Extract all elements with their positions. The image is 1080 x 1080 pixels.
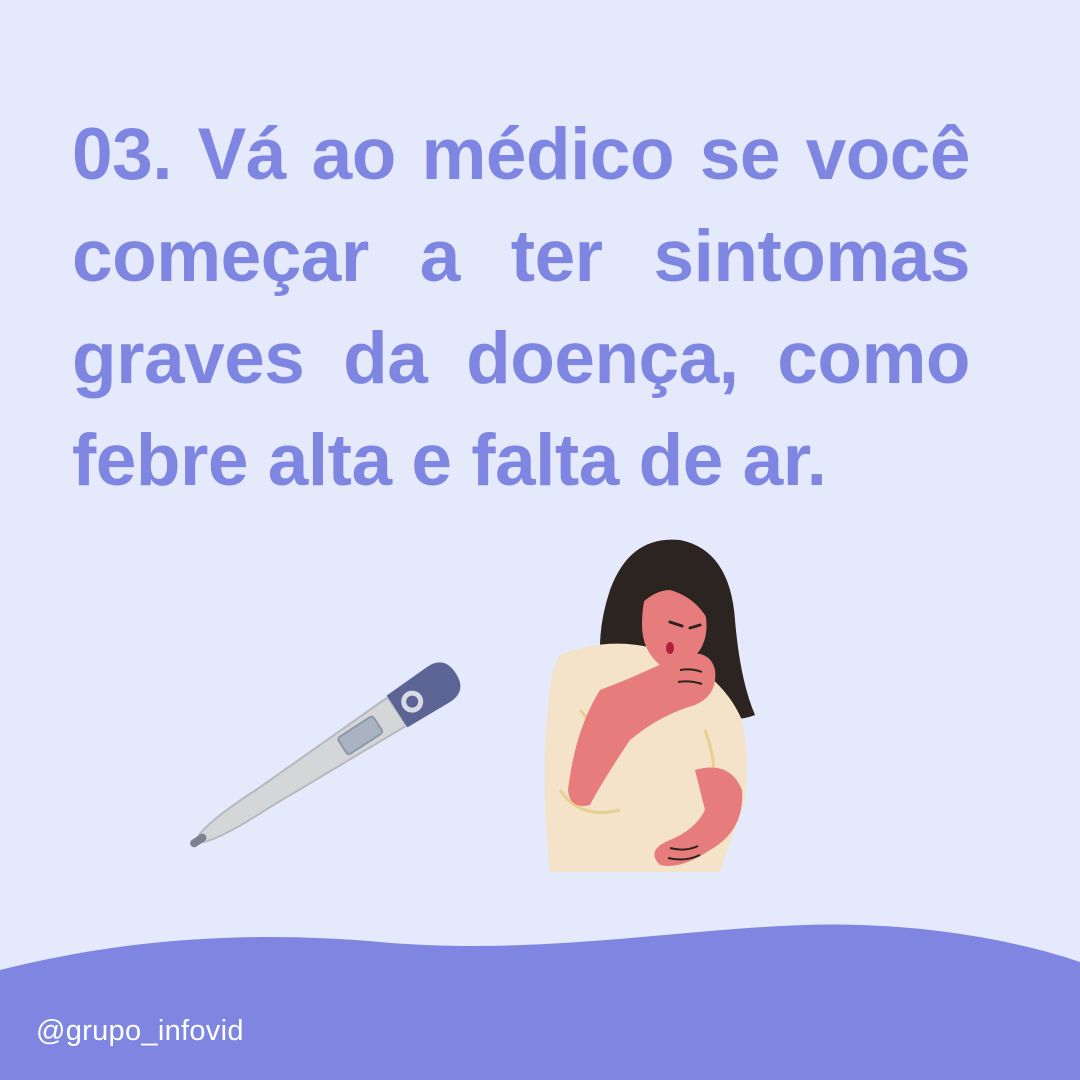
thermometer-icon — [160, 640, 500, 870]
social-handle: @grupo_infovid — [36, 1015, 244, 1047]
headline: 03. Vá ao médico se você começar a ter sintomas graves da doença, como febre alta e falta de ar. — [72, 114, 970, 501]
coughing-woman-illustration — [520, 530, 780, 880]
footer-wave — [0, 900, 1080, 1080]
